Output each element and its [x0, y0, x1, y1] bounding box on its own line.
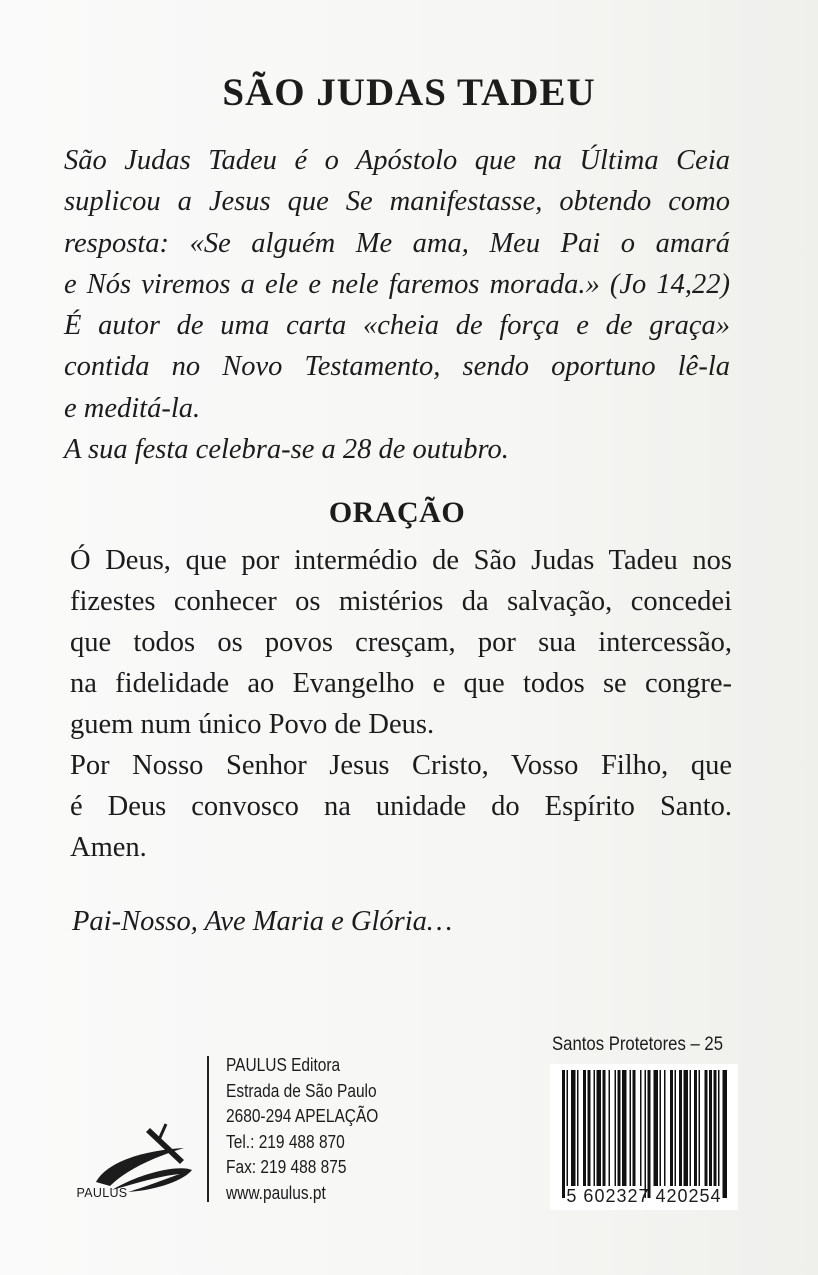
publisher-address: [226, 1053, 378, 1206]
intro-line: resposta: «Se alguém Me ama, Meu Pai o amará: [64, 227, 730, 259]
prayer-line: Por Nosso Senhor Jesus Cristo, Vosso Filho, que: [70, 750, 732, 781]
address-line: Estrada de São Paulo: [226, 1080, 377, 1101]
address-line: Fax: 219 488 875: [226, 1157, 347, 1177]
intro-paragraph: [64, 140, 730, 470]
address-line: PAULUS Editora: [226, 1055, 341, 1075]
prayer-line: é Deus convosco na unidade do Espírito Santo.: [70, 791, 732, 822]
prayer-line: Amen.: [70, 832, 147, 863]
address-line: 2680-294 APELAÇÃO: [226, 1106, 379, 1126]
prayer-line: fizestes conhecer os mistérios da salvação, concedei: [70, 586, 732, 617]
intro-line: contida no Novo Testamento, sendo oportuno lê-la: [64, 351, 730, 383]
vertical-divider: [207, 1056, 209, 1202]
intro-line: e Nós viremos a ele e nele faremos morada.» (Jo 14,22): [64, 268, 730, 300]
intro-line: e meditá-la.: [64, 392, 201, 424]
closing-prayers: Pai-Nosso, Ave Maria e Glória…: [72, 906, 453, 937]
address-line: Tel.: 219 488 870: [226, 1131, 345, 1152]
intro-line: suplicou a Jesus que Se manifestasse, obtendo como: [64, 186, 730, 218]
page-title: SÃO JUDAS TADEU: [222, 71, 596, 114]
prayer-heading: ORAÇÃO: [328, 496, 466, 529]
barcode-number: 5 602327 420254: [566, 1186, 722, 1206]
intro-line: A sua festa celebra-se a 28 de outubro.: [64, 434, 509, 466]
prayer-line: guem num único Povo de Deus.: [70, 709, 435, 740]
prayer-text: [70, 540, 732, 868]
series-label: Santos Protetores – 25: [552, 1034, 724, 1055]
prayer-line: Ó Deus, que por intermédio de São Judas Tadeu nos: [70, 545, 732, 576]
intro-line: É autor de uma carta «cheia de força e de graça»: [64, 310, 730, 342]
publisher-logo-text: PAULUS: [76, 1186, 128, 1200]
prayer-line: que todos os povos cresçam, por sua intercessão,: [70, 627, 732, 658]
address-line: www.paulus.pt: [226, 1182, 326, 1203]
prayer-line: na fidelidade ao Evangelho e que todos se congre-: [70, 668, 732, 699]
intro-line: São Judas Tadeu é o Apóstolo que na Última Ceia: [64, 145, 730, 176]
